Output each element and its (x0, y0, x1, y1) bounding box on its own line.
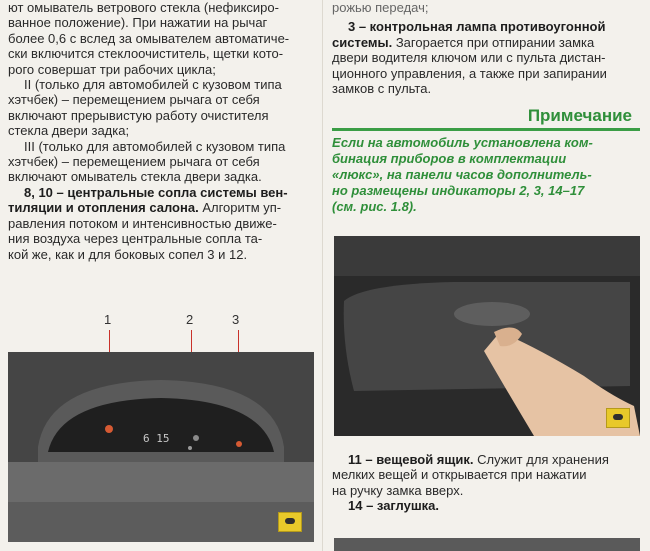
heading-rest: Загорается при отпирании замка (392, 34, 595, 50)
glovebox-illustration (334, 236, 640, 436)
heading-bold: 11 – вещевой ящик. (348, 452, 474, 467)
callout-1: 1 (104, 312, 112, 327)
text-line: замков с пульта. (332, 81, 432, 97)
note-line: (см. рис. 1.8). (332, 199, 417, 215)
right-column (332, 0, 640, 215)
text-line: двери водителя ключом или с пульта дистан- (332, 50, 606, 66)
section-heading (332, 498, 640, 513)
glovebox-photo (334, 236, 640, 436)
text-line: ски включится стеклоочиститель, щетки кото- (8, 46, 284, 62)
text-line: ванное положение). При нажатии на рычаг (8, 15, 268, 31)
clock-display-photo (8, 352, 314, 542)
heading-bold: тиляции и отопления салона. (8, 200, 199, 216)
text-line: стекла двери задка; (8, 123, 130, 139)
display-time: 6 15 (143, 432, 170, 445)
callout-3: 3 (232, 312, 240, 327)
section-heading (332, 452, 640, 467)
text-line: II (только для автомобилей с кузовом типа (24, 77, 282, 93)
text-line: хэтчбек) – перемещением рычага от себя (8, 154, 260, 170)
text-line: ния воздуха через центральные сопла та- (8, 231, 263, 247)
text-line: рого совершат три рабочих цикла; (8, 61, 216, 77)
publisher-logo-icon (606, 408, 630, 428)
section-heading (8, 200, 316, 215)
heading-bold: 3 – контрольная лампа противоугонной (348, 19, 606, 35)
section-heading (332, 19, 640, 34)
text-line: мелких вещей и открывается при нажатии (332, 467, 587, 483)
text-line: кой же, как и для боковых сопел 3 и 12. (8, 246, 248, 262)
display-illustration (8, 352, 314, 542)
column-divider (322, 0, 323, 551)
text-line: ют омыватель ветрового стекла (нефиксиро- (8, 0, 279, 15)
note-rule (332, 128, 640, 131)
text-line: равления потоком и интенсивностью движе- (8, 215, 277, 231)
text-line: рожью передач; (332, 0, 429, 15)
text-line: хэтчбек) – перемещением рычага от себя (8, 92, 260, 108)
heading-bold: системы. (332, 34, 393, 50)
text-line: более 0,6 с вслед за омывателем автоматиче- (8, 30, 290, 46)
note-line: Если на автомобиль установлена ком- (332, 135, 593, 151)
heading-rest: Алгоритм уп- (198, 200, 282, 216)
partial-photo (334, 538, 640, 551)
section-heading (332, 35, 640, 50)
note-line: бинация приборов в комплектации (332, 151, 567, 167)
heading-bold: 14 – заглушка. (348, 498, 440, 514)
right-bottom-text (332, 452, 640, 514)
callout-2: 2 (186, 312, 194, 327)
left-column (8, 0, 316, 262)
note-line: «люкс», на панели часов дополнитель- (332, 167, 592, 183)
text-line: включают прерывистую работу очистителя (8, 107, 269, 123)
text-line: включают омыватель стекла двери задка. (8, 169, 262, 185)
text-line: III (только для автомобилей с кузовом типа (24, 138, 286, 154)
text-line: на ручку замка вверх. (332, 482, 464, 498)
text-line: ционного управления, а также при запирании (332, 65, 607, 81)
section-heading (8, 185, 316, 200)
note-line: но размещены индикаторы 2, 3, 14–17 (332, 183, 585, 199)
note-title: Примечание (527, 106, 632, 126)
heading-rest: Служит для хранения (473, 452, 609, 467)
publisher-logo-icon (278, 512, 302, 532)
heading-bold: 8, 10 – центральные сопла системы вен- (24, 184, 288, 200)
